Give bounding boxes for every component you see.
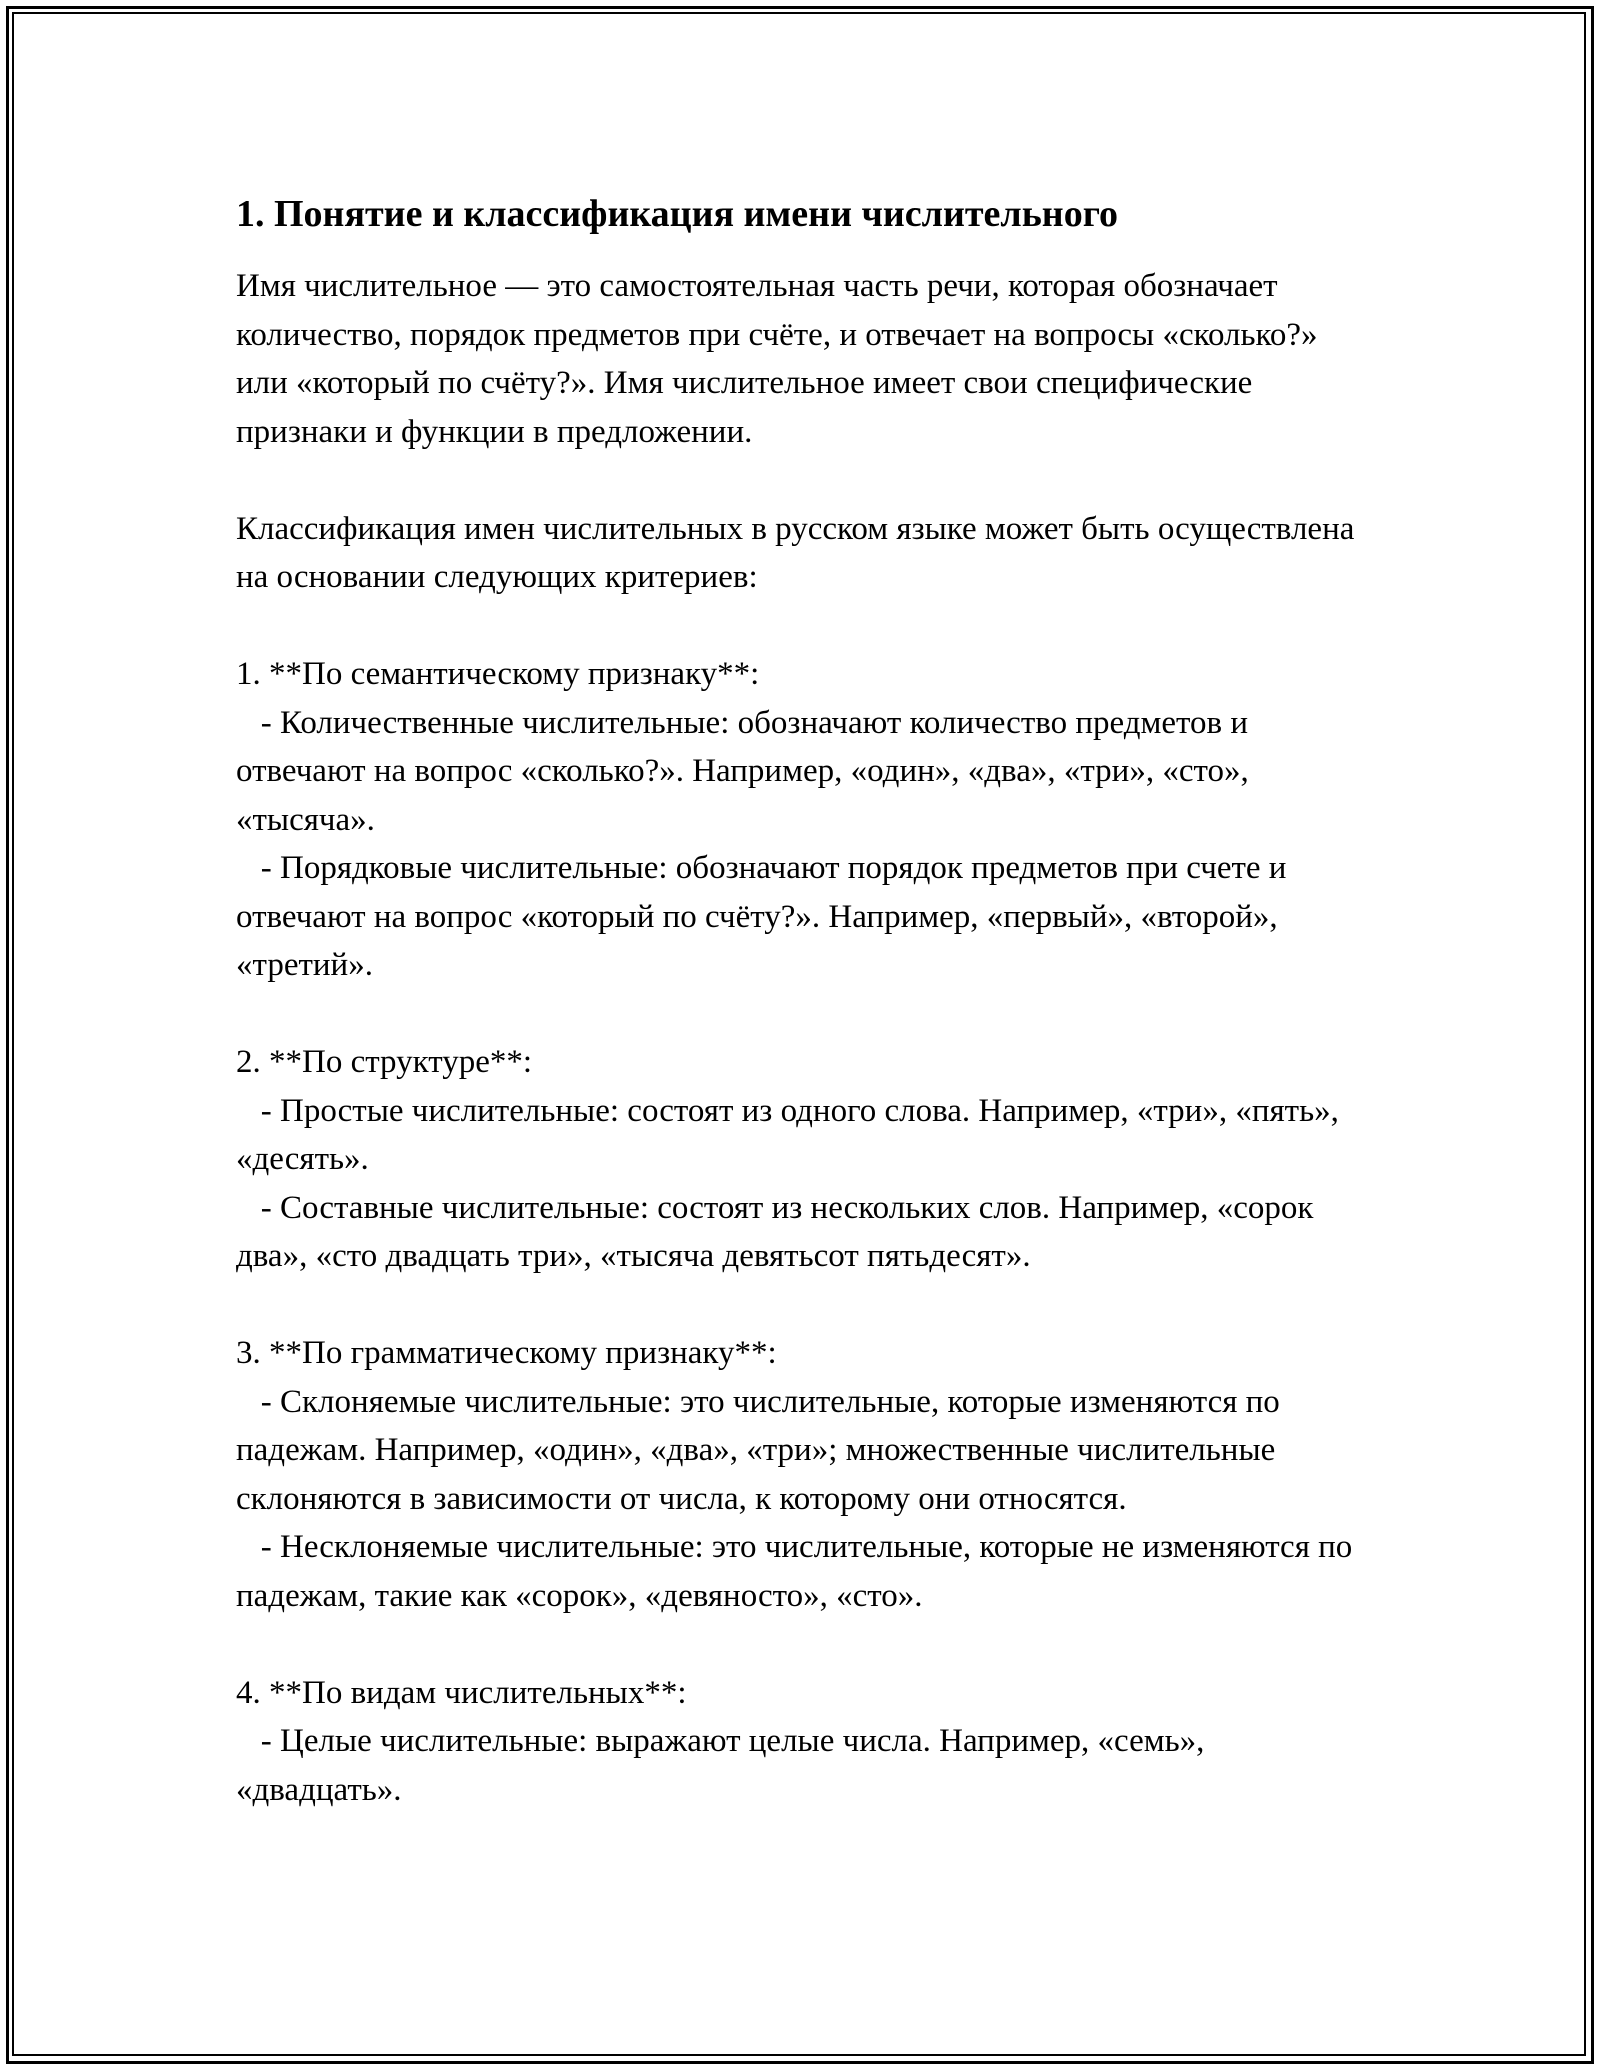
paragraph-spacer [236,602,1376,651]
criterion-title: 3. **По грамматическому признаку**: [236,1335,777,1371]
intro-paragraph: Имя числительное — это самостоятельная часть речи, которая обозначает количество, порядок предметов при счёте, и отвечает на вопросы «сколько?» или «который по счёту?». Имя числительное имеет свои специфические признаки и функции в предложении. [236,268,1318,450]
criterion-structure [236,1038,1376,1281]
criterion-semantic [236,650,1376,990]
paragraph-spacer [236,456,1376,505]
classification-intro: Классификация имен числительных в русском языке может быть осуществлена на основании следующих критериев: [236,510,1355,595]
criterion-title: 4. **По видам числительных**: [236,1674,687,1711]
paragraph-spacer [236,1281,1376,1330]
criterion-grammatical [236,1329,1376,1620]
criterion-title: 1. **По семантическому признаку**: [236,656,760,692]
criterion-title: 2. **По структуре**: [236,1044,533,1080]
section-heading: 1. Понятие и классификация имени числительного [236,193,1119,235]
criterion-item: - Порядковые числительные: обозначают порядок предметов при счете и отвечают на вопрос «который по счёту?». Например, «первый», «второй», «третий». [236,850,1295,983]
criterion-item: - Несклоняемые числительные: это числительные, которые не изменяются по падежам, такие как «сорок», «девяносто», «сто». [236,1529,1361,1614]
criterion-item: - Целые числительные: выражают целые числа. Например, «семь», «двадцать». [236,1723,1213,1808]
criterion-kinds [236,1669,1376,1815]
criterion-item: - Склоняемые числительные: это числительные, которые изменяются по падежам. Например, «один», «два», «три»; множественные числительные склоняются в зависимости от числа, к которому они относятся. [236,1383,1289,1517]
criterion-item: - Простые числительные: состоят из одного слова. Например, «три», «пять», «десять». [236,1092,1348,1177]
criterion-item: - Составные числительные: состоят из нескольких слов. Например, «сорок два», «сто двадцать три», «тысяча девятьсот пятьдесят». [236,1189,1322,1274]
criterion-item: - Количественные числительные: обозначают количество предметов и отвечают на вопрос «сколько?». Например, «один», «два», «три», «сто», «тысяча». [236,704,1257,838]
paragraph-spacer [236,1620,1376,1669]
paragraph-spacer [236,990,1376,1039]
document-body [236,186,1376,1814]
